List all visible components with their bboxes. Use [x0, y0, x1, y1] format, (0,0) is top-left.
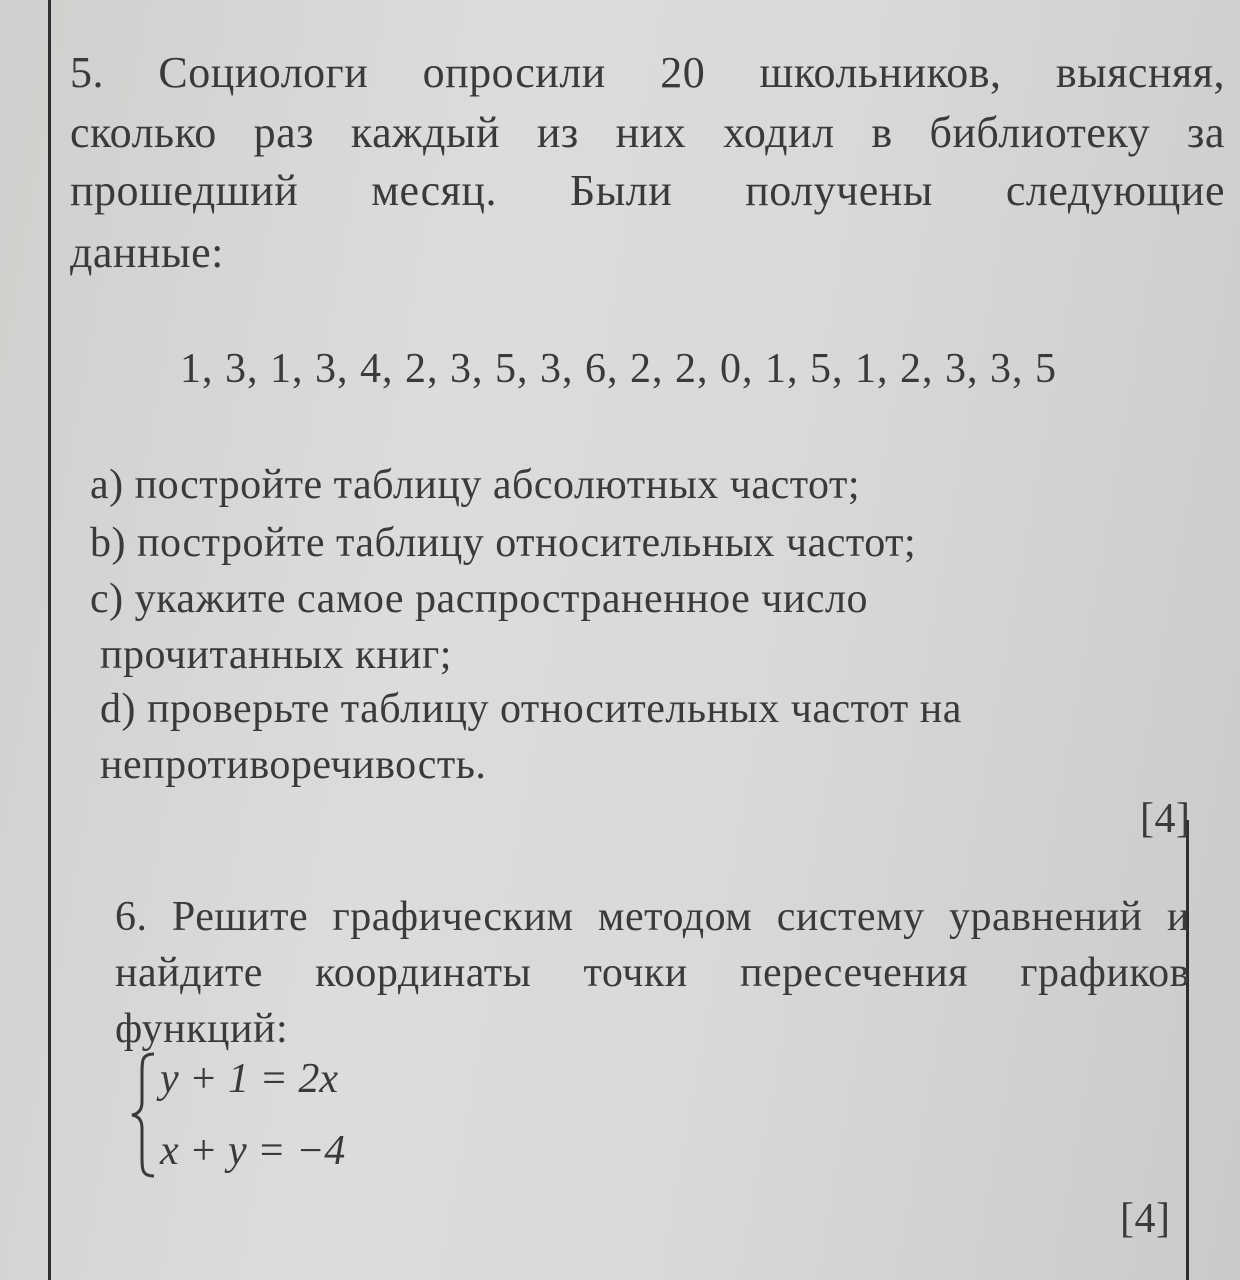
- word: найдите: [115, 950, 263, 996]
- word: пересечения: [739, 950, 969, 996]
- word: и: [1166, 894, 1190, 940]
- equation-1: y + 1 = 2x: [160, 1056, 338, 1102]
- system-brace-icon: [128, 1050, 158, 1180]
- word: методом: [597, 894, 753, 940]
- word: в: [871, 108, 893, 157]
- word: раз: [253, 108, 315, 157]
- word: Решите: [171, 894, 309, 940]
- q6-number: 6.: [115, 894, 148, 940]
- word: за: [1187, 108, 1225, 157]
- q5-text-line-2: [70, 104, 1225, 162]
- word: систему: [776, 894, 925, 940]
- word: опросили: [422, 48, 606, 97]
- data-series: 1, 3, 1, 3, 4, 2, 3, 5, 3, 6, 2, 2, 0, 1, 5, 1, 2, 3, 3, 5: [180, 346, 1057, 392]
- word: месяц.: [371, 166, 497, 215]
- task-d-line-1: d) проверьте таблицу относительных частот на: [100, 686, 962, 732]
- word: каждый: [350, 108, 501, 157]
- task-a: a) постройте таблицу абсолютных частот;: [90, 462, 860, 508]
- word: из: [536, 108, 579, 157]
- word: 20: [660, 48, 706, 97]
- word: Были: [569, 166, 673, 215]
- word: графиков: [1020, 950, 1190, 996]
- word: получены: [745, 166, 933, 215]
- equation-2: x + y = −4: [160, 1128, 346, 1174]
- word: них: [615, 108, 687, 157]
- q5-score: [4]: [1140, 796, 1191, 842]
- word: школьников,: [759, 48, 1002, 97]
- q5-text-line-4: данные:: [70, 228, 224, 277]
- task-d-line-2: непротиворечивость.: [100, 742, 487, 788]
- q6-text-line-3: функций:: [115, 1006, 289, 1052]
- word: прошедший: [70, 166, 299, 215]
- q5-text-line-3: [70, 162, 1225, 220]
- word: точки: [583, 950, 688, 996]
- word: ходил: [723, 108, 835, 157]
- word: координаты: [315, 950, 532, 996]
- word: Социологи: [158, 48, 369, 97]
- task-c-line-2: прочитанных книг;: [100, 632, 452, 678]
- q5-number: 5.: [70, 48, 104, 97]
- word: графическим: [332, 894, 574, 940]
- task-c-line-1: c) укажите самое распространенное число: [90, 576, 868, 622]
- word: выясняя,: [1055, 48, 1225, 97]
- word: уравнений: [949, 894, 1143, 940]
- q6-text-line-1: [115, 888, 1190, 946]
- left-border-line: [48, 0, 51, 1280]
- word: следующие: [1005, 166, 1225, 215]
- word: сколько: [70, 108, 217, 157]
- word: библиотеку: [929, 108, 1151, 157]
- q5-text-line-1: [70, 44, 1225, 102]
- task-b: b) постройте таблицу относительных частот;: [90, 520, 917, 566]
- q6-text-line-2: [115, 944, 1190, 1002]
- q6-score: [4]: [1120, 1196, 1171, 1242]
